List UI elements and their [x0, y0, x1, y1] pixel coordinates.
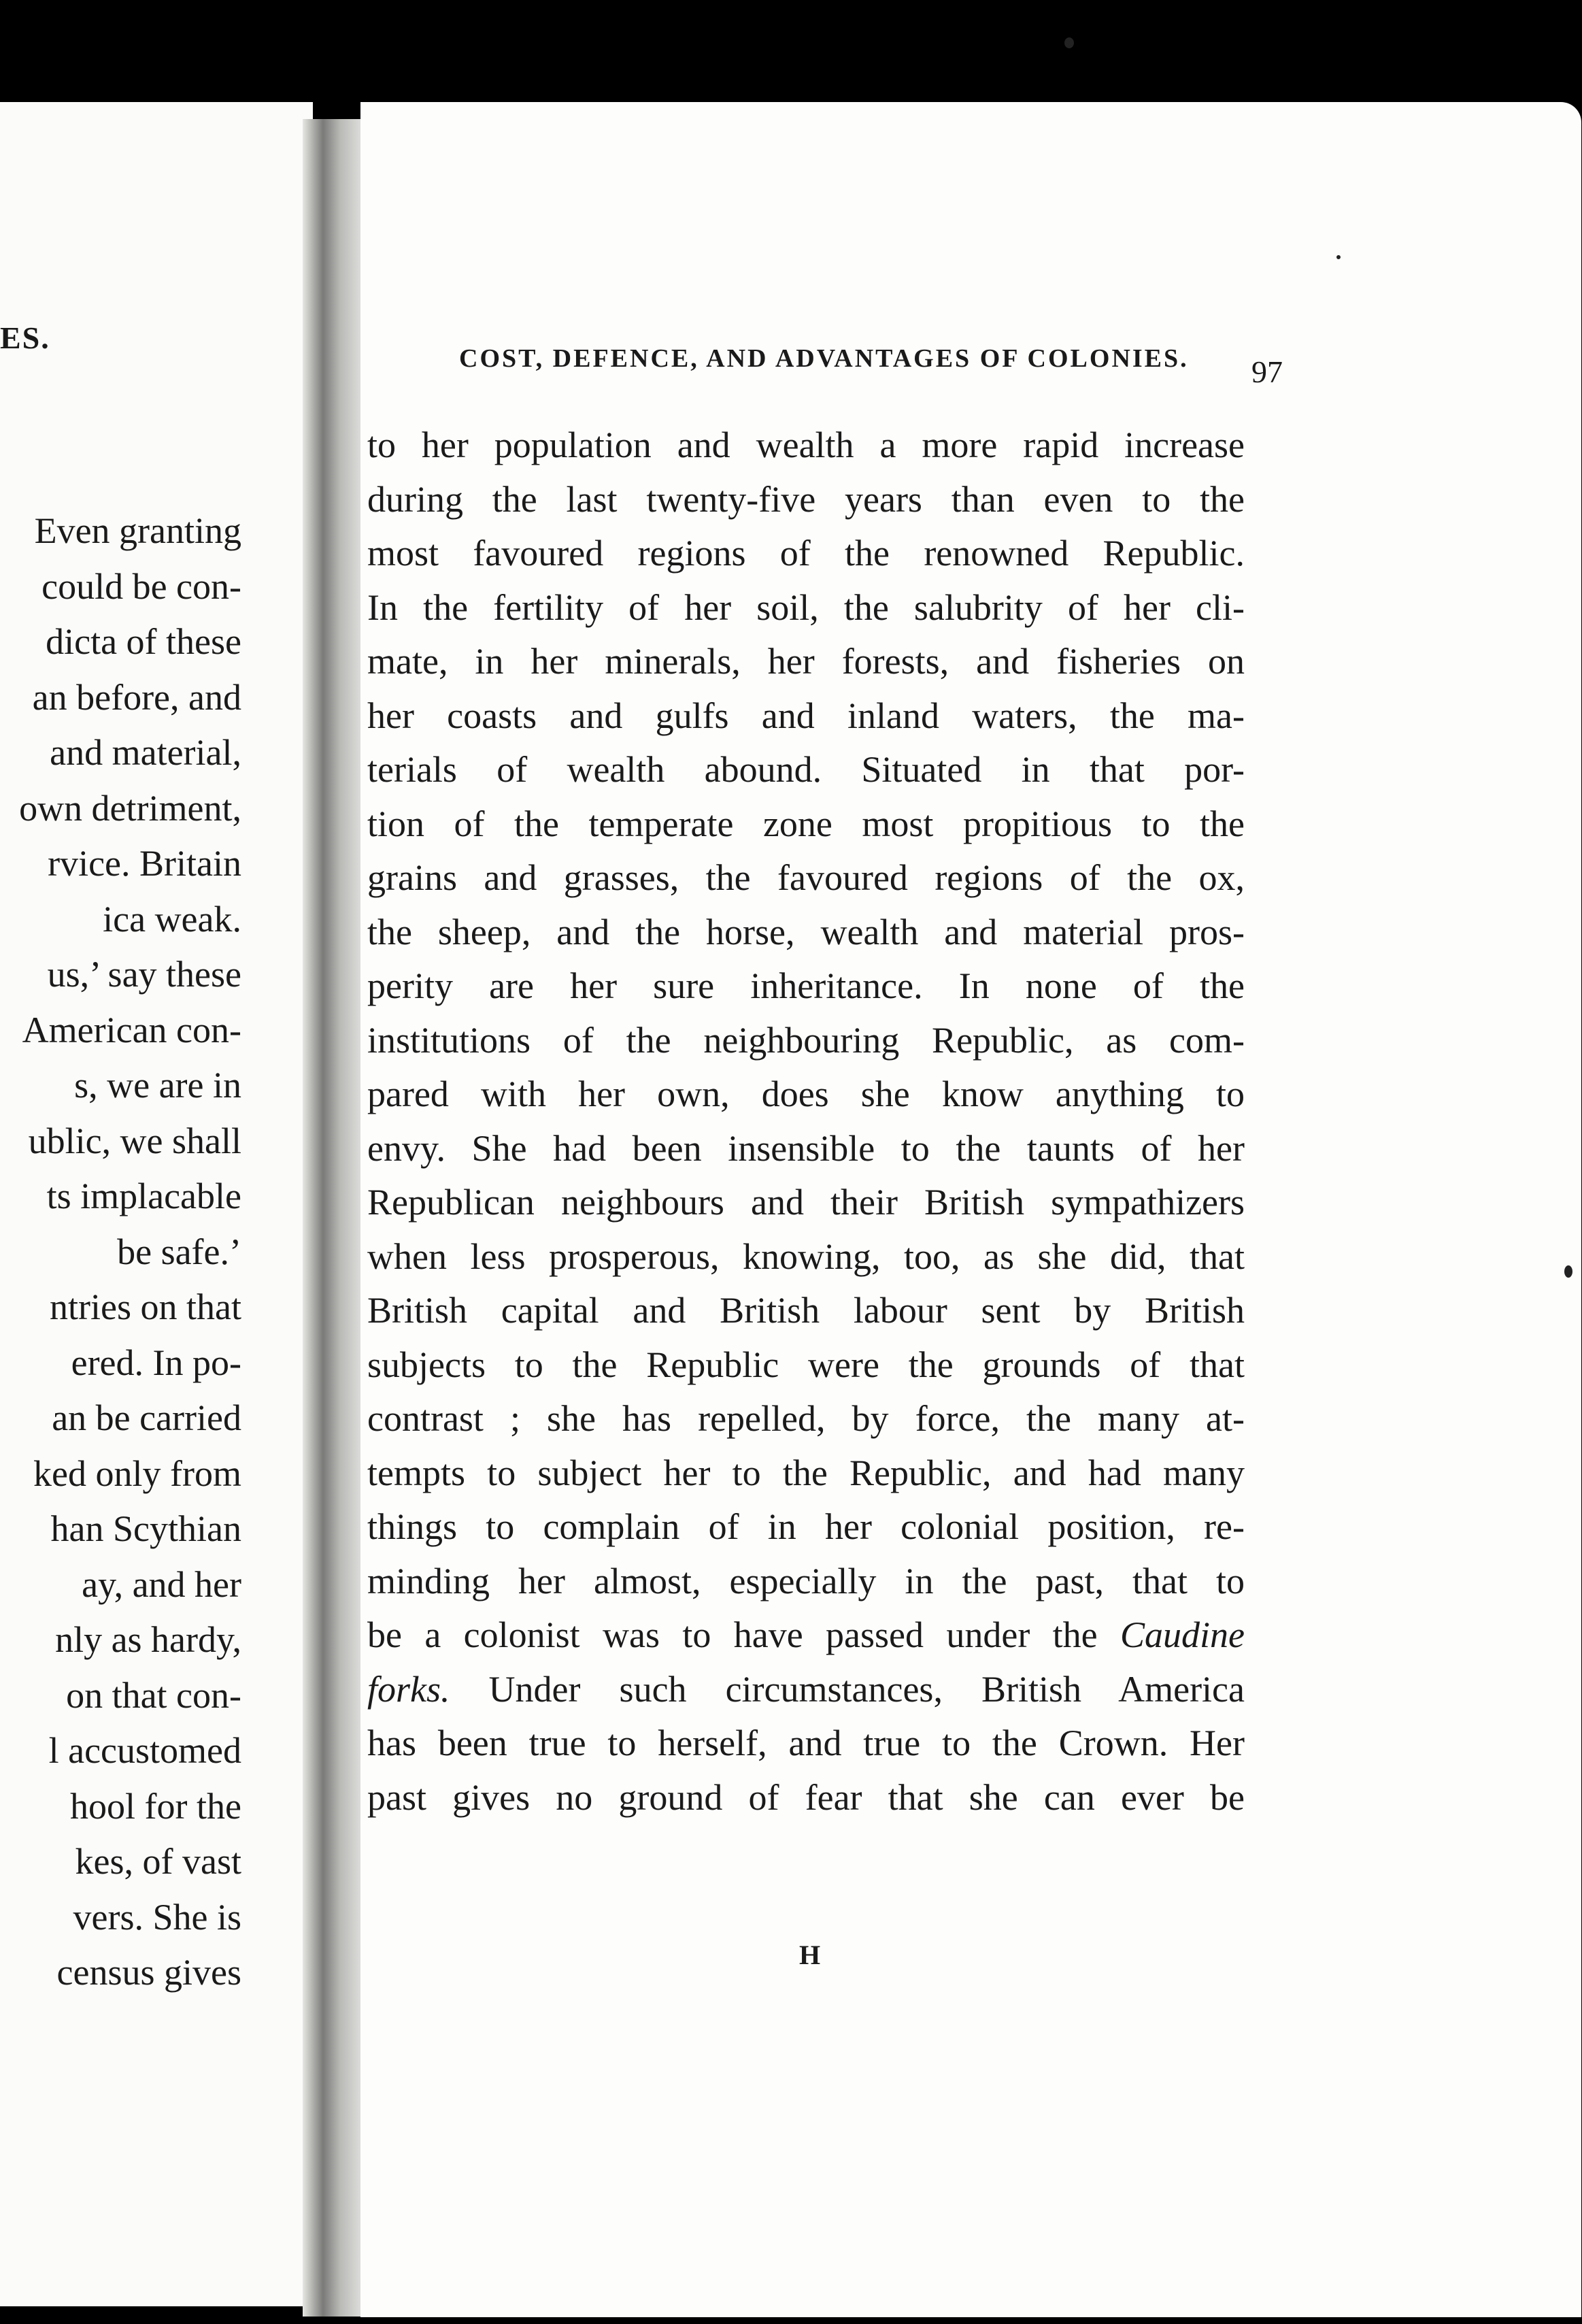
text-line	[367, 1555, 1245, 1609]
left-text-line: ublic, we shall	[28, 1120, 241, 1161]
text-line	[367, 1176, 1245, 1230]
text-line	[367, 689, 1245, 744]
left-text-line: han Scythian	[50, 1508, 241, 1549]
text-span: In the fertility of her soil, the salubrity of her cli-	[367, 586, 1245, 628]
text-line	[367, 743, 1245, 797]
left-text-line: kes, of vast	[75, 1841, 241, 1882]
left-text-line: rvice. Britain	[48, 843, 241, 884]
text-line	[367, 1716, 1245, 1771]
italic-text: Caudine	[1120, 1614, 1245, 1655]
left-text-line: own detriment,	[19, 787, 241, 829]
text-span: perity are her sure inheritance. In none of the	[367, 965, 1245, 1006]
left-text-line: s, we are in	[74, 1065, 241, 1106]
text-line	[367, 1284, 1245, 1338]
text-span: tion of the temperate zone most propitious to the	[367, 803, 1245, 844]
text-line	[367, 959, 1245, 1014]
left-text-line: ay, and her	[82, 1563, 241, 1605]
text-line	[367, 418, 1245, 473]
text-line	[367, 906, 1245, 960]
text-line	[367, 581, 1245, 635]
text-span: when less prosperous, knowing, too, as she did, that	[367, 1235, 1245, 1277]
text-span: terials of wealth abound. Situated in that por-	[367, 749, 1245, 790]
left-text-line: an be carried	[52, 1397, 241, 1438]
text-line	[367, 797, 1245, 852]
left-page-fragment	[0, 102, 313, 2306]
left-text-line: us,’ say these	[47, 954, 241, 995]
text-line	[367, 851, 1245, 906]
text-line	[367, 1608, 1245, 1663]
left-running-head: ES.	[0, 320, 50, 355]
body-text	[367, 418, 1245, 1825]
text-span: mate, in her minerals, her forests, and fisheries on	[367, 641, 1245, 682]
left-text-line: could be con-	[41, 565, 241, 607]
left-text-line: and material,	[50, 732, 241, 773]
text-span: has been true to herself, and true to the Crown. Her	[367, 1723, 1245, 1763]
text-line	[367, 473, 1245, 527]
left-text-line: ntries on that	[50, 1286, 241, 1327]
italic-text: forks.	[367, 1668, 450, 1710]
left-text-line: ered. In po-	[71, 1342, 241, 1383]
running-head: COST, DEFENCE, AND ADVANTAGES OF COLONIES.	[459, 344, 1189, 373]
text-line	[367, 1122, 1245, 1176]
left-text-line: ked only from	[33, 1452, 241, 1494]
left-text-line: hool for the	[70, 1785, 241, 1827]
left-text-line: dicta of these	[46, 621, 241, 662]
left-text-line: census gives	[56, 1952, 241, 1993]
text-span: British capital and British labour sent by British	[367, 1290, 1245, 1331]
left-text-line: nly as hardy,	[55, 1619, 241, 1660]
text-line	[367, 1014, 1245, 1068]
text-line	[367, 1392, 1245, 1446]
left-text-line: Even granting	[34, 510, 241, 551]
text-line	[367, 1500, 1245, 1555]
text-span: things to complain of in her colonial position, re-	[367, 1506, 1245, 1547]
left-text-line: an before, and	[32, 676, 241, 718]
left-text-line: ts implacable	[46, 1176, 241, 1216]
left-text-line: on that con-	[66, 1674, 241, 1716]
text-span: Republican neighbours and their British sympathizers	[367, 1182, 1245, 1223]
scan-speck	[1564, 1265, 1572, 1278]
scan-speck	[1336, 255, 1341, 259]
text-span: envy. She had been insensible to the taunts of her	[367, 1127, 1245, 1169]
text-span: contrast ; she has repelled, by force, the many at-	[367, 1398, 1245, 1439]
text-span: grains and grasses, the favoured regions of the ox,	[367, 857, 1245, 898]
signature-mark: H	[799, 1940, 821, 1970]
text-line	[367, 1230, 1245, 1284]
text-span: tempts to subject her to the Republic, and had many	[367, 1452, 1245, 1493]
scan-speck	[1064, 37, 1074, 48]
page-number: 97	[1251, 354, 1283, 389]
text-span: during the last twenty-five years than even to the	[367, 478, 1245, 520]
text-span: past gives no ground of fear that she can ever be	[367, 1776, 1245, 1818]
left-text-line: l accustomed	[48, 1730, 241, 1771]
text-line	[367, 1663, 1245, 1717]
text-line	[367, 527, 1245, 581]
text-span: Under such circumstances, British America	[450, 1668, 1245, 1710]
text-line	[367, 1067, 1245, 1122]
text-line	[367, 1771, 1245, 1825]
left-text-line: American con-	[22, 1009, 241, 1050]
text-span: pared with her own, does she know anything to	[367, 1074, 1245, 1114]
left-text-line: ica weak.	[103, 898, 241, 940]
left-text-line: be safe.’	[117, 1231, 241, 1272]
text-span: be a colonist was to have passed under the	[367, 1614, 1120, 1655]
text-span: to her population and wealth a more rapid increase	[367, 425, 1245, 465]
text-span: subjects to the Republic were the grounds of that	[367, 1344, 1245, 1385]
text-line	[367, 1338, 1245, 1393]
text-line	[367, 635, 1245, 689]
text-span: institutions of the neighbouring Republic, as com-	[367, 1019, 1245, 1061]
text-span: her coasts and gulfs and inland waters, the ma-	[367, 695, 1245, 736]
text-line	[367, 1446, 1245, 1501]
text-span: minding her almost, especially in the past, that to	[367, 1560, 1245, 1601]
text-span: most favoured regions of the renowned Republic.	[367, 533, 1245, 574]
text-span: the sheep, and the horse, wealth and material pros-	[367, 911, 1245, 952]
left-text-line: vers. She is	[73, 1896, 241, 1938]
left-text-column	[19, 503, 241, 2001]
right-page	[360, 102, 1581, 2317]
